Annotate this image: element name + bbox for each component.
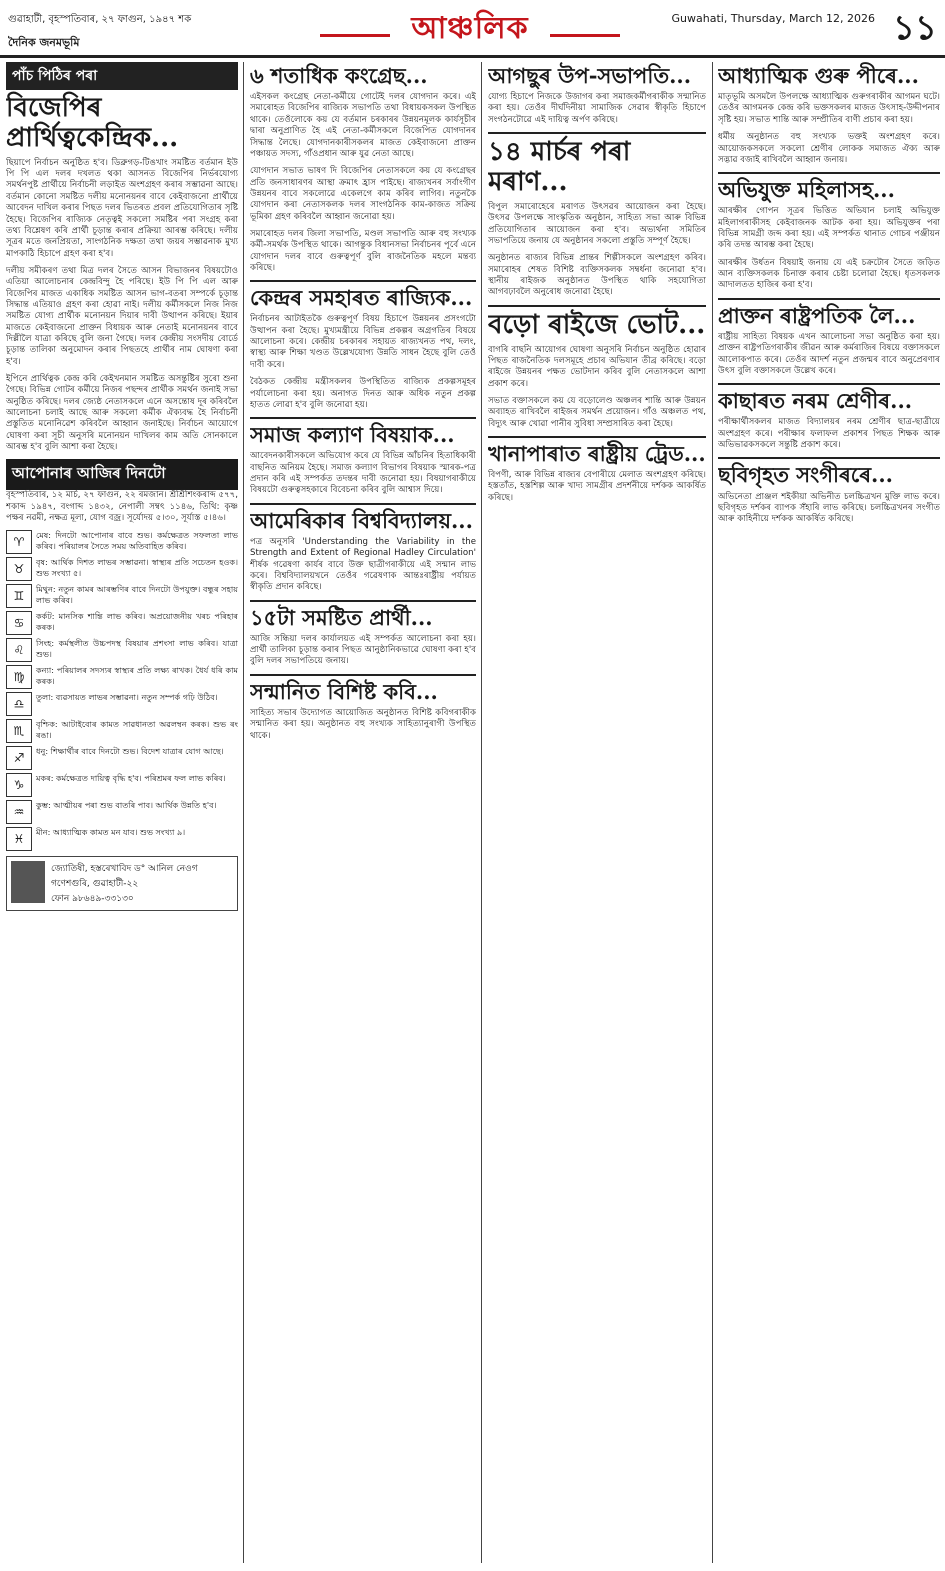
headline-moran[interactable]: ১৪ মাৰ্চৰ পৰা মৰাণ... bbox=[488, 137, 631, 198]
article-text: পত্ৰ অনুসৰি 'Understanding the Variability in the Strength and Extent of Regional Hadley Circulation' শীৰ্ষক গৱেষণা কাৰ্যৰ বাবে উক্ত ছাত্ৰীগৰাকীয়ে এই সন্মান লাভ কৰে। বিশ্ববিদ্যালয়খনে তেওঁৰ গৱেষণাক আন্তঃৰাষ্ট্ৰীয় পৰ্যায়ত স্বীকৃতি প্ৰদান কৰিছে। bbox=[250, 536, 476, 593]
article-text: আৰক্ষীৰ উৰ্ধতন বিষয়াই জনায় যে এই চক্ৰটোৰ সৈতে জড়িত আন ব্যক্তিসকলক চিনাক্ত কৰাৰ চেষ্টা চলোৱা হৈছে। ধৃতসকলক আদালতত হাজিৰ কৰা হ'ব। bbox=[718, 257, 940, 291]
horoscope-item bbox=[6, 827, 238, 851]
horoscope-text: কৰ্কট: মানসিক শান্তি লাভ কৰিব। অপ্ৰয়োজনীয় খৰচ পৰিহাৰ কৰক। bbox=[36, 611, 238, 632]
article-text: সাহিত্য সভাৰ উদ্যোগত আয়োজিত অনুষ্ঠানত বিশিষ্ট কবিগৰাকীক সন্মানিত কৰা হয়। অনুষ্ঠানত বহু সংখ্যক সাহিত্যানুৰাগী উপস্থিত থাকে। bbox=[250, 707, 476, 741]
headline-vice-president[interactable]: আগছুৰ উপ-সভাপতি... bbox=[488, 63, 692, 88]
section-logo bbox=[320, 4, 620, 46]
headline-social-welfare[interactable]: সমাজ কল্যাণ বিষয়াক... bbox=[250, 422, 455, 448]
article-text: বিপুল সমাৰোহেৰে মৰাণত উৎসৱৰ আয়োজন কৰা হৈছে। উৎসৱ উপলক্ষে সাংস্কৃতিক অনুষ্ঠান, সাহিত্য সভা আৰু বিভিন্ন প্ৰতিযোগিতাৰ আয়োজন কৰা হ'ব। অভ্যৰ্থনা সমিতিৰ সভাপতিয়ে জনায় যে অনুষ্ঠানৰ সকলো প্ৰস্তুতি সম্পূৰ্ণ হৈছে। bbox=[488, 201, 706, 246]
zodiac-icon: ♒ bbox=[6, 800, 32, 824]
article-text: অনুষ্ঠানত ৰাজ্যৰ বিভিন্ন প্ৰান্তৰ শিল্পীসকলে অংশগ্ৰহণ কৰিব। সমাৰোহৰ শেষত বিশিষ্ট ব্যক্তিসকলক সম্বৰ্ধনা জনোৱা হ'ব। স্থানীয় ৰাইজক অনুষ্ঠানত উপস্থিত থাকি সহযোগিতা আগবঢ়াবলৈ অনুৰোধ জনোৱা হৈছে। bbox=[488, 253, 706, 298]
article-text: মাতৃভূমি অসমলৈ উপলক্ষে আধ্যাত্মিক গুৰুগৰাকীৰ আগমন ঘটে। তেওঁৰ আগমনক কেন্দ্ৰ কৰি ভক্তসকলৰ মাজত উৎসাহ-উদ্দীপনাৰ সৃষ্টি হয়। সভাত শান্তি আৰু সম্প্ৰীতিৰ বাণী প্ৰচাৰ কৰা হয়। bbox=[718, 92, 940, 125]
horoscope-item bbox=[6, 530, 238, 554]
horoscope-text: মীন: আধ্যাত্মিক কামত মন যাব। শুভ সংখ্যা ৯। bbox=[36, 827, 186, 838]
astrologer-photo bbox=[11, 861, 45, 903]
horoscope-text: তুলা: ব্যৱসায়ত লাভৰ সম্ভাৱনা। নতুন সম্পৰ্ক গঢ়ি উঠিব। bbox=[36, 692, 218, 703]
horoscope-item bbox=[6, 692, 238, 716]
panchang-text: বৃহস্পতিবাৰ, ১২ মাৰ্চ, ২৭ ফাগুন, ২২ ৰমজান। শ্ৰীশ্ৰীশংকৰাব্দ ৫৭৭, শকাব্দ ১৯৪৭, বংগাব্দ ১৪৩২, নেপালী সম্বৎ ১১৪৬, তিথি: কৃষ্ণ পক্ষৰ নৱমী, নক্ষত্ৰ মূলা, যোগ বজ্ৰ। সূৰ্যোদয় ৫।৩০, সূৰ্যাস্ত ৫।৪৬। bbox=[6, 490, 238, 524]
astrologer-box bbox=[6, 856, 238, 911]
zodiac-icon: ♓ bbox=[6, 827, 32, 851]
zodiac-icon: ♉ bbox=[6, 557, 32, 581]
article-text: ধৰ্মীয় অনুষ্ঠানত বহু সংখ্যক ভক্তই অংশগ্ৰহণ কৰে। আয়োজকসকলে সকলো শ্ৰেণীৰ লোকক সমাজত ঐক্য আৰু সদ্ভাৱ বজাই ৰাখিবলৈ আহ্বান জনায়। bbox=[718, 132, 940, 165]
headline-former-president[interactable]: প্ৰাক্তন ৰাষ্ট্ৰপতিক লৈ... bbox=[718, 302, 916, 328]
astrologer-address: গণেশগুৰি, গুৱাহাটী-২২ bbox=[51, 879, 139, 890]
article-text: আজি সন্ধিয়া দলৰ কাৰ্যালয়ত এই সম্পৰ্কত আলোচনা কৰা হয়। প্ৰাৰ্থী তালিকা চূড়ান্ত কৰাৰ পিছত আনুষ্ঠানিকভাৱে ঘোষণা কৰা হ'ব বুলি দলৰ সভাপতিয়ে জনায়। bbox=[250, 633, 476, 667]
article-text: বৈঠকত কেন্দ্ৰীয় মন্ত্ৰীসকলৰ উপস্থিতিত ৰাজ্যিক প্ৰকল্পসমূহৰ পৰ্যালোচনা কৰা হয়। অনাগত দিনত আৰু অধিক নতুন প্ৰকল্প হাতত লোৱা হ'ব বুলি জনোৱা হয়। bbox=[250, 377, 476, 410]
article-text: বিপণী, আৰু বিভিন্ন ৰাজ্যৰ বেপাৰীয়ে মেলাত অংশগ্ৰহণ কৰিছে। হস্ততাঁত, হস্তশিল্প আৰু খাদ্য সামগ্ৰীৰ প্ৰদৰ্শনীয়ে দৰ্শকক আকৰ্ষিত কৰিছে। bbox=[488, 470, 706, 503]
headline-centre[interactable]: কেন্দ্ৰৰ সমহাৰত ৰাজ্যিক... bbox=[250, 285, 473, 311]
article-text: যোগদান সভাত ভাষণ দি বিজেপিৰ নেতাসকলে কয় যে কংগ্ৰেছৰ প্ৰতি জনসাধাৰণৰ আস্থা ক্ৰমাৎ হ্ৰাস পাইছে। ৰাজ্যখনৰ সৰ্বাংগীণ উন্নয়নৰ বাবে সকলোৱে একেলগে কাম কৰিব লাগিব। নতুনকৈ যোগদান কৰা নেতাসকলক দলৰ সাংগঠনিক কাম-কাজত সক্ৰিয় ভূমিকা গ্ৰহণ কৰিবলৈ আহ্বান জনোৱা হয়। bbox=[250, 166, 476, 222]
horoscope-text: বৃশ্চিক: আটাইবোৰ কামত সাৱধানতা অৱলম্বন কৰক। শুভ ৰং ৰঙা। bbox=[36, 719, 238, 740]
horoscope-item bbox=[6, 719, 238, 743]
article-text: সভাত বক্তাসকলে কয় যে বড়োলেণ্ড অঞ্চলৰ শান্তি আৰু উন্নয়ন অব্যাহত ৰাখিবলৈ ৰাইজৰ সমৰ্থন প্ৰয়োজন। গাঁও অঞ্চলত পথ, বিদ্যুৎ আৰু খোৱা পানীৰ সুবিধা সম্প্ৰসাৰিত কৰা হৈছে। bbox=[488, 395, 706, 429]
headline-cinema[interactable]: ছবিগৃহত সংগীৰৰে... bbox=[718, 462, 893, 488]
article-text: অভিনেতা প্ৰাঞ্জল শইকীয়া অভিনীত চলচ্চিত্ৰখন মুক্তি লাভ কৰে। ছবিগৃহত দৰ্শকৰ ব্যাপক সঁহাৰি লাভ কৰিছে। চলচ্চিত্ৰখনৰ সংগীত আৰু কাহিনীয়ে দৰ্শকক আকৰ্ষিত কৰিছে। bbox=[718, 491, 940, 525]
article-text: এইসকল কংগ্ৰেছ নেতা-কৰ্মীয়ে গোটেই দলৰ যোগদান কৰে। এই সমাৰোহত বিজেপিৰ ৰাজ্যিক সভাপতি তথা বিধায়কসকল উপস্থিত থাকে। তেওঁলোকে কয় যে বৰ্তমান চৰকাৰৰ উন্নয়নমূলক কাৰ্যসূচীৰ দ্বাৰা অনুপ্ৰাণিত হৈ এই নেতা-কৰ্মীসকলে বিজেপিত যোগদানৰ সিদ্ধান্ত লৈছে। যোগদানকাৰীসকলৰ মাজত কেইবাজনো প্ৰাক্তন পঞ্চায়ত সদস্য, গাঁওপ্ৰধান আৰু যুৱ নেতা আছে। bbox=[250, 92, 476, 159]
zodiac-icon: ♎ bbox=[6, 692, 32, 716]
zodiac-icon: ♋ bbox=[6, 611, 32, 635]
zodiac-icon: ♐ bbox=[6, 746, 32, 770]
headline-accused-woman[interactable]: অভিযুক্ত মহিলাসহ... bbox=[718, 177, 895, 203]
masthead-rule bbox=[0, 55, 945, 58]
horoscope-item bbox=[6, 773, 238, 797]
column-divider bbox=[712, 62, 713, 1563]
headline-spiritual[interactable]: আধ্যাত্মিক গুৰু পীৰে... bbox=[718, 63, 919, 88]
horoscope-text: মিথুন: নতুন কামৰ আৰম্ভণিৰ বাবে দিনটো উপযুক্ত। বন্ধুৰ সহায় লাভ কৰিব। bbox=[36, 584, 238, 605]
horoscope-text: ধনু: শিক্ষাৰ্থীৰ বাবে দিনটো শুভ। বিদেশ যাত্ৰাৰ যোগ আছে। bbox=[36, 746, 224, 757]
headline-15-seats[interactable]: ১৫টা সমষ্টিত প্ৰাৰ্থী... bbox=[250, 604, 433, 630]
headline-cachar[interactable]: কাছাৰত নৰম শ্ৰেণীৰ... bbox=[718, 388, 913, 414]
horoscope-item bbox=[6, 800, 238, 824]
headline-bjp[interactable]: বিজেপিৰ প্ৰাৰ্থিত্বকেন্দ্ৰিক... bbox=[6, 93, 179, 153]
column-2 bbox=[250, 62, 476, 1563]
horoscope-item bbox=[6, 557, 238, 581]
zodiac-icon: ♈ bbox=[6, 530, 32, 554]
horoscope-text: বৃষ: আৰ্থিক দিশত লাভৰ সম্ভাৱনা। স্বাস্থ্যৰ প্ৰতি সচেতন হওক। শুভ সংখ্যা ৫। bbox=[36, 557, 238, 578]
astrologer-phone: ফোন ৯৮৬৪৯-৩৩১৩০ bbox=[51, 894, 134, 905]
article-text: আবেদনকাৰীসকলে অভিযোগ কৰে যে বিভিন্ন আঁচনিৰ হিতাধিকাৰী বাছনিত অনিয়ম হৈছে। সমাজ কল্যাণ বিভাগৰ বিষয়াক স্মাৰক-পত্ৰ প্ৰদান কৰি এই সম্পৰ্কত তদন্তৰ দাবী জনোৱা হয়। বিষয়াগৰাকীয়ে বিষয়টো গুৰুত্বসহকাৰে বিবেচনা কৰিব বুলি আশ্বাস দিয়ে। bbox=[250, 451, 476, 496]
date-assamese: গুৱাহাটী, বৃহস্পতিবাৰ, ২৭ ফাগুন, ১৯৪৭ শক bbox=[8, 14, 192, 25]
horoscope-text: কুম্ভ: আত্মীয়ৰ পৰা শুভ বাতৰি পাব। আৰ্থিক উন্নতি হ'ব। bbox=[36, 800, 217, 811]
column-4 bbox=[718, 62, 940, 1563]
horoscope-list bbox=[6, 530, 238, 851]
astrologer-name: জ্যোতিষী, হস্তৰেখাবিদ ড° আনিল নেওগ bbox=[51, 864, 198, 875]
horoscope-text: মকৰ: কৰ্মক্ষেত্ৰত দায়িত্ব বৃদ্ধি হ'ব। পৰিশ্ৰমৰ ফল লাভ কৰিব। bbox=[36, 773, 226, 784]
article-text: সমাৰোহত দলৰ জিলা সভাপতি, মণ্ডল সভাপতি আৰু বহু সংখ্যক কৰ্মী-সমৰ্থক উপস্থিত থাকে। আগন্তুক বিধানসভা নিৰ্বাচনৰ পূৰ্বে এনে যোগদান দলৰ বাবে গুৰুত্বপূৰ্ণ বুলি ৰাজনৈতিক মহলে মন্তব্য কৰিছে। bbox=[250, 228, 476, 273]
horoscope-text: কন্যা: পৰিয়ালৰ সদস্যৰ স্বাস্থ্যৰ প্ৰতি লক্ষ্য ৰাখক। ধৈৰ্য ধৰি কাম কৰক। bbox=[36, 665, 238, 686]
horoscope-item bbox=[6, 746, 238, 770]
logo-text: আঞ্চলিক bbox=[411, 11, 529, 46]
article-text: দলীয় সমীকৰণ তথা মিত্ৰ দলৰ সৈতে আসন বিভাজনৰ বিষয়টোও এতিয়া আলোচনাৰ কেন্দ্ৰবিন্দু হৈ পৰিছে। ইউ পি পি এল আৰু বিজেপিৰ মাজত একাধিক সমষ্টিত আসন ভাগ-বতৰা সম্পৰ্কে চূড়ান্ত সিদ্ধান্ত এতিয়াও গ্ৰহণ কৰা হোৱা নাই। দলীয় কৰ্মীসকলে নিজ নিজ সমষ্টিত যোগ্য প্ৰাৰ্থীক মনোনয়ন দিয়াৰ দাবী উত্থাপন কৰিছে। ইয়াৰ মাজতে কেইবাজনো প্ৰাক্তন বিধায়ক আৰু নেতাই মনোনয়নৰ বাবে দিল্লীলৈ যাত্ৰা কৰিছে বুলি জনা গৈছে। দলৰ কেন্দ্ৰীয় সংসদীয় বোৰ্ডে চূড়ান্ত তালিকা অনুমোদন কৰাৰ পিছতহে প্ৰাৰ্থীৰ নাম ঘোষণা কৰা হ'ব। bbox=[6, 265, 238, 367]
horoscope-item bbox=[6, 665, 238, 689]
horoscope-item bbox=[6, 584, 238, 608]
article-text: আৰক্ষীৰ গোপন সূত্ৰৰ ভিত্তিত অভিযান চলাই অভিযুক্ত মহিলাগৰাকীসহ কেইবাজনক আটক কৰা হয়। অভিযুক্তৰ পৰা বিভিন্ন সামগ্ৰী জব্দ কৰা হয়। এই সম্পৰ্কত থানাত গোচৰ পঞ্জীয়ন কৰি তদন্ত আৰম্ভ কৰা হৈছে। bbox=[718, 206, 940, 251]
zodiac-icon: ♑ bbox=[6, 773, 32, 797]
article-text: পৰীক্ষাৰ্থীসকলৰ মাজত বিদ্যালয়ৰ নৰম শ্ৰেণীৰ ছাত্ৰ-ছাত্ৰীয়ে অংশগ্ৰহণ কৰে। পৰীক্ষাৰ ফলাফল প্ৰকাশৰ পিছত শিক্ষক আৰু অভিভাৱকসকলে সন্তুষ্টি প্ৰকাশ কৰে। bbox=[718, 417, 940, 451]
jump-label: পাঁচ পিঠিৰ পৰা bbox=[6, 62, 238, 90]
column-3 bbox=[488, 62, 706, 1563]
headline-america[interactable]: আমেৰিকাৰ বিশ্ববিদ্যালয়... bbox=[250, 507, 473, 533]
zodiac-icon: ♌ bbox=[6, 638, 32, 662]
paper-name: দৈনিক জনমভূমি bbox=[8, 36, 80, 49]
headline-poet[interactable]: সন্মানিত বিশিষ্ট কবি... bbox=[250, 678, 438, 704]
headline-congress[interactable]: ৬ শতাধিক কংগ্ৰেছ... bbox=[250, 63, 428, 88]
zodiac-icon: ♍ bbox=[6, 665, 32, 689]
zodiac-icon: ♏ bbox=[6, 719, 32, 743]
masthead bbox=[0, 0, 945, 62]
date-english: Guwahati, Thursday, March 12, 2026 bbox=[671, 12, 875, 25]
column-1 bbox=[6, 62, 238, 1563]
horoscope-text: মেষ: দিনটো আপোনাৰ বাবে শুভ। কৰ্মক্ষেত্ৰত সফলতা লাভ কৰিব। পৰিয়ালৰ সৈতে সময় অতিবাহিত কৰিব। bbox=[36, 530, 238, 551]
article-text: বাগৰি বাছনি আয়োগৰ ঘোষণা অনুসৰি নিৰ্বাচন অনুষ্ঠিত হোৱাৰ পিছত ৰাজনৈতিক দলসমূহে প্ৰচাৰ অভিযান তীব্ৰ কৰিছে। বড়ো ৰাইজে উন্নয়নৰ পক্ষত ভোটদান কৰিব বুলি নেতাসকলে আশা প্ৰকাশ কৰে। bbox=[488, 344, 706, 389]
article-text: ইপিনে প্ৰাৰ্থিত্বক কেন্দ্ৰ কৰি কেইখনমান সমষ্টিত অসন্তুষ্টিৰ সুৰো শুনা গৈছে। বিভিন্ন গোটৰ কৰ্মীয়ে নিজৰ পছন্দৰ প্ৰাৰ্থীক সমৰ্থন জনাই সভা অনুষ্ঠিত কৰিছে। দলৰ জ্যেষ্ঠ নেতাসকলে এনে অসন্তোষ দূৰ কৰিবলৈ আলোচনা চলাই আছে আৰু সকলো কৰ্মীক ঐক্যবদ্ধ হৈ নিৰ্বাচনী প্ৰস্তুতিত মনোনিৱেশ কৰিবলৈ আহ্বান জনাইছে। নিৰ্বাচন আয়োগে ঘোষণা কৰা সূচী অনুসৰি মনোনয়ন দাখিলৰ কাম অতি সোনকালে আৰম্ভ হ'ব বুলি আশা কৰা হৈছে। bbox=[6, 373, 238, 453]
headline-trade-fair[interactable]: খানাপাৰাত ৰাষ্ট্ৰীয় ট্ৰেড... bbox=[488, 441, 706, 466]
column-divider bbox=[481, 62, 482, 1563]
horoscope-title: আপোনাৰ আজিৰ দিনটো bbox=[6, 459, 238, 490]
horoscope-item bbox=[6, 638, 238, 662]
article-text: যোগ্য হিচাপে নিজকে উজাগৰ কৰা সমাজকৰ্মীগৰাকীক সন্মানিত কৰা হয়। তেওঁৰ দীৰ্ঘদিনীয়া সামাজিক সেৱাৰ স্বীকৃতি হিচাপে সংগঠনটোৱে এই দায়িত্ব অৰ্পণ কৰিছে। bbox=[488, 92, 706, 125]
horoscope-item bbox=[6, 611, 238, 635]
article-text: নিৰ্বাচনৰ আটাইতকৈ গুৰুত্বপূৰ্ণ বিষয় হিচাপে উন্নয়নৰ প্ৰসংগটো উত্থাপন কৰা হৈছে। মুখ্যমন্ত্ৰীয়ে বিভিন্ন প্ৰকল্পৰ অগ্ৰগতিৰ বিষয়ে আলোচনা কৰে। কেন্দ্ৰীয় চৰকাৰৰ সহায়ত ৰাজ্যখনত পথ, দলং, স্বাস্থ্য আৰু শিক্ষা খণ্ডত উল্লেখযোগ্য উন্নতি সাধন হৈছে বুলি তেওঁ দাবী কৰে। bbox=[250, 314, 476, 370]
headline-bodo[interactable]: বড়ো ৰাইজে ভোট... bbox=[488, 309, 706, 340]
page-number: ১১ bbox=[892, 8, 937, 48]
column-divider bbox=[243, 62, 244, 1563]
article-text: ছিয়াপে নিৰ্বাচন অনুষ্ঠিত হ'ব। ডিব্ৰুগড়-টিঙখাং সমষ্টিত বৰ্তমান ইউ পি পি এল দলৰ দখলত থকা আসনত বিজেপিৰ নিৰ্ভৰযোগ্য সমৰ্থনপুষ্ট প্ৰাৰ্থীয়ে নিৰ্বাচনী লড়াইত অংশগ্ৰহণ কৰাৰ সম্ভাৱনা আছে। বৰ্তমান কোনো সমষ্টিত দলীয় মনোনয়নৰ বাবে কেইবাজনো প্ৰাৰ্থীয়ে আবেদন দাখিল কৰাৰ পিছত দলৰ ভিতৰত প্ৰবল প্ৰতিযোগিতাৰ সৃষ্টি হৈছে। বিজেপিৰ ৰাজ্যিক নেতৃত্বই সকলো সমষ্টিৰ পৰা সংগ্ৰহ কৰা তথ্য বিশ্লেষণ কৰি প্ৰাৰ্থী চূড়ান্ত কৰাৰ প্ৰক্ৰিয়া আৰম্ভ কৰিছে। দলীয় সূত্ৰৰ মতে জনপ্ৰিয়তা, সাংগঠনিক দক্ষতা তথা জয়ৰ সম্ভাৱনাক মুখ্য মাপকাঠি হিচাপে গ্ৰহণ কৰা হ'ব। bbox=[6, 157, 238, 259]
zodiac-icon: ♊ bbox=[6, 584, 32, 608]
horoscope-text: সিংহ: কৰ্মস্থলীত উচ্চপদস্থ বিষয়াৰ প্ৰশংসা লাভ কৰিব। যাত্ৰা শুভ। bbox=[36, 638, 238, 659]
article-text: ৰাষ্ট্ৰীয় সাহিত্য বিষয়ক এখন আলোচনা সভা অনুষ্ঠিত কৰা হয়। প্ৰাক্তন ৰাষ্ট্ৰপতিগৰাকীৰ জীৱন আৰু কৰ্মৰাজিৰ বিষয়ে বক্তাসকলে আলোকপাত কৰে। তেওঁৰ আদৰ্শ নতুন প্ৰজন্মৰ বাবে অনুপ্ৰেৰণাৰ উৎস বুলি বক্তাসকলে উল্লেখ কৰে। bbox=[718, 331, 940, 376]
